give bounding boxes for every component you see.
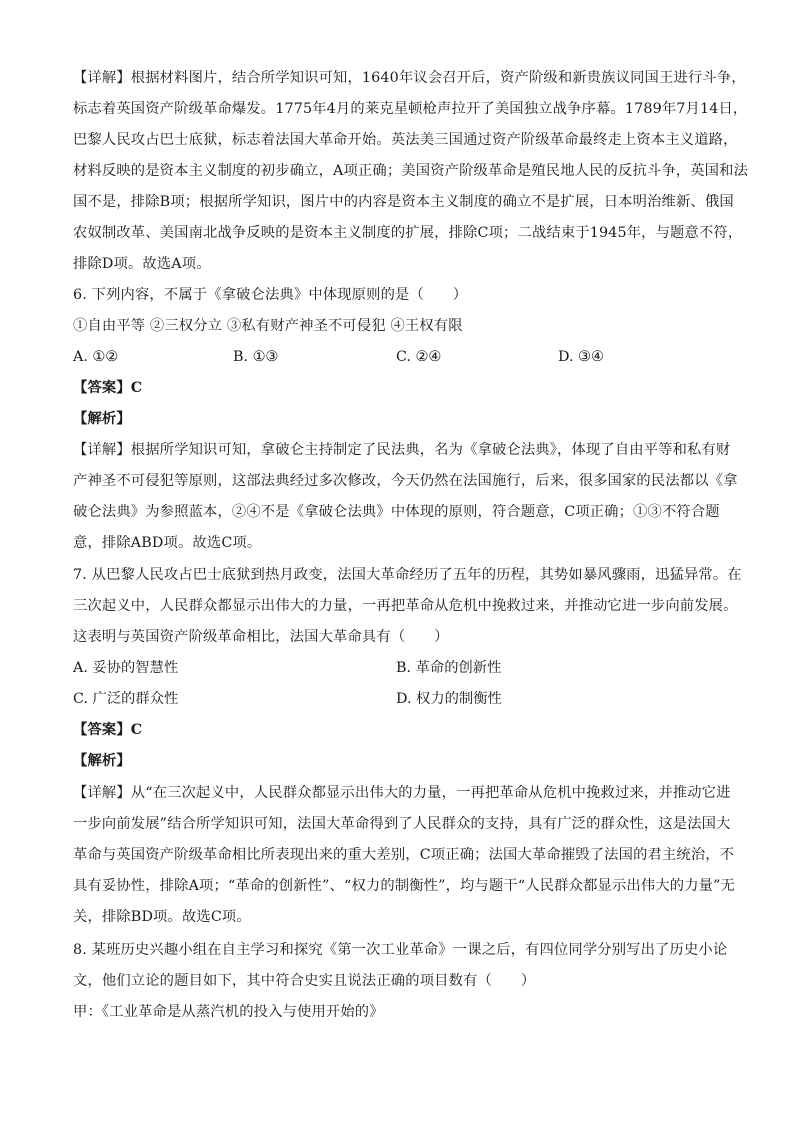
q7-option-b: B. 革命的创新性 xyxy=(396,660,502,676)
text-line: 【详解】从“在三次起义中，人民群众都显示出伟大的力量，一再把革命从危机中挽救过来，并推动它进 xyxy=(73,785,731,801)
q7-analysis-label: 【解析】 xyxy=(73,753,131,769)
q7-option-a: A. 妥协的智慧性 xyxy=(73,660,179,676)
text-line: 农奴制改革、美国南北战争反映的是资本主义制度的扩展，排除C项；二战结束于1945年，与题意不符， xyxy=(73,225,743,241)
text-line: 一步向前发展”结合所学知识可知，法国大革命得到了人民群众的支持，具有广泛的群众性，这是法国大 xyxy=(73,816,731,832)
text-line: 巴黎人民攻占巴士底狱，标志着法国大革命开始。英法美三国通过资产阶级革命最终走上资本主义道路， xyxy=(73,132,738,148)
text-line: 破仑法典》为参照蓝本，②④不是《拿破仑法典》中体现的原则，符合题意，C项正确；①③不符合题 xyxy=(73,504,720,520)
text-line: 【详解】根据材料图片，结合所学知识可知，1640年议会召开后，资产阶级和新贵族议同国王进行斗争， xyxy=(73,70,746,86)
text-line: 三次起义中，人民群众都显示出伟大的力量，一再把革命从危机中挽救过来，并推动它进一步向前发展。 xyxy=(73,598,738,614)
text-line: 排除D项。故选A项。 xyxy=(73,256,211,272)
question-6-stem: 6. 下列内容，不属于《拿破仑法典》中体现原则的是（ ） xyxy=(73,287,468,303)
q7-answer: 【答案】C xyxy=(73,722,143,738)
text-line: 革命与英国资产阶级革命相比所表现出来的重大差别，C项正确；法国大革命摧毁了法国的君主统治，不 xyxy=(73,847,735,863)
q6-option-d: D. ③④ xyxy=(558,349,604,365)
question-8-stem: 8. 某班历史兴趣小组在自主学习和探究《第一次工业革命》一课之后，有四位同学分别写出了历史小论 xyxy=(73,942,728,958)
q7-option-c: C. 广泛的群众性 xyxy=(73,691,179,707)
q6-option-c: C. ②④ xyxy=(396,349,442,365)
q6-option-a: A. ①② xyxy=(73,349,119,365)
text-line: 意，排除ABD项。故选C项。 xyxy=(73,535,262,551)
text-line: 文，他们立论的题目如下，其中符合史实且说法正确的项目数有（ ） xyxy=(73,973,536,989)
text-line: 材料反映的是资本主义制度的初步确立，A项正确；美国资产阶级革命是殖民地人民的反抗斗争，英国和法 xyxy=(73,163,749,179)
text-line: 这表明与英国资产阶级革命相比，法国大革命具有（ ） xyxy=(73,629,449,645)
question-7-stem: 7. 从巴黎人民攻占巴士底狱到热月政变，法国大革命经历了五年的历程，其势如暴风骤雨，迅猛异常。在 xyxy=(73,567,742,583)
text-line: 具有妥协性，排除A项；“革命的创新性”、“权力的制衡性”，均与题干“人民群众都显示出伟大的力量”无 xyxy=(73,878,735,894)
text-line: 甲：《工业革命是从蒸汽机的投入与使用开始的》 xyxy=(73,1004,384,1020)
q6-analysis-label: 【解析】 xyxy=(73,411,131,427)
text-line: 关，排除BD项。故选C项。 xyxy=(73,909,251,925)
q6-answer: 【答案】C xyxy=(73,380,143,396)
question-6-items: ①自由平等 ②三权分立 ③私有财产神圣不可侵犯 ④王权有限 xyxy=(73,318,463,334)
text-line: 【详解】根据所学知识可知，拿破仑主持制定了民法典，名为《拿破仑法典》，体现了自由平等和私有财 xyxy=(73,442,731,458)
text-line: 国不是，排除B项；根据所学知识，图片中的内容是资本主义制度的确立不是扩展，日本明治维新、俄国 xyxy=(73,194,734,210)
q6-option-b: B. ①③ xyxy=(233,349,279,365)
q7-option-d: D. 权力的制衡性 xyxy=(396,691,502,707)
text-line: 标志着英国资产阶级革命爆发。1775年4月的莱克星顿枪声拉开了美国独立战争序幕。1789年7月14日， xyxy=(73,101,748,117)
text-line: 产神圣不可侵犯等原则，这部法典经过多次修改，今天仍然在法国施行，后来，很多国家的民法都以《拿 xyxy=(73,473,738,489)
